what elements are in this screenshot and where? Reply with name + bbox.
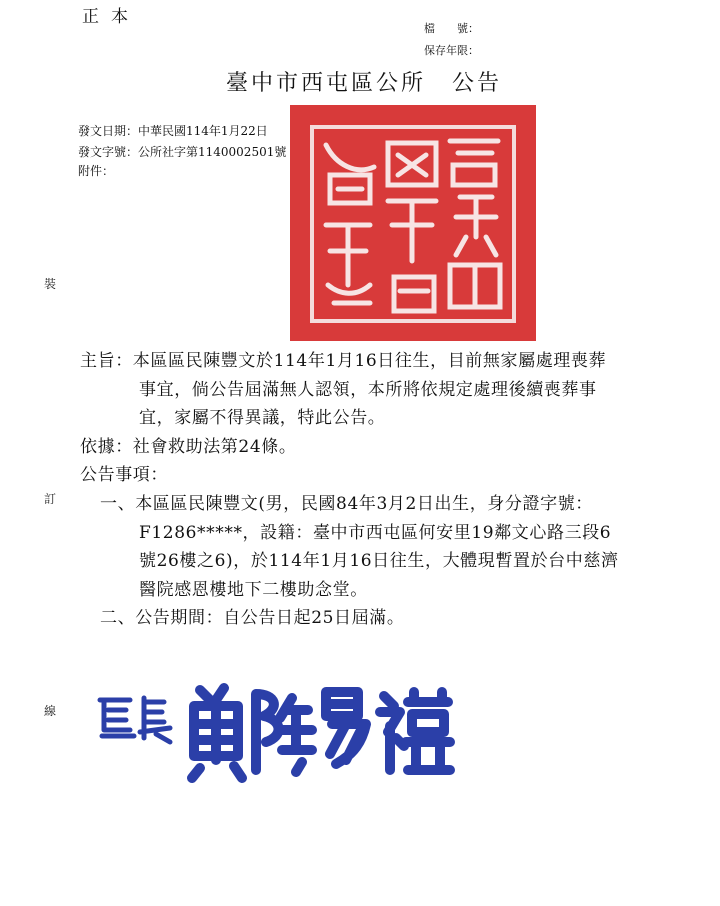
- document-title: [226, 66, 502, 97]
- legal-basis: 依據：社會救助法第24條。: [80, 437, 297, 457]
- issuing-office: 臺中市西屯區公所: [226, 71, 427, 96]
- subject-line-3: 宜，家屬不得異議，特此公告。: [139, 408, 386, 428]
- district-chief-signature: [96, 676, 466, 786]
- document-number: 發文字號：公所社字第1140002501號: [78, 145, 287, 159]
- item-1-line-4: 醫院感恩樓地下二樓助念堂。: [139, 580, 368, 600]
- item-1-line-1: 一、本區區民陳豐文(男，民國84年3月2日出生，身分證字號：: [100, 494, 593, 514]
- subject-line-2: 事宜，倘公告屆滿無人認領，本所將依規定處理後續喪葬事: [139, 380, 597, 400]
- file-number-label: 檔 號：: [424, 22, 479, 35]
- attachment-label: 附件：: [78, 164, 115, 178]
- announcement-items-heading: 公告事項：: [80, 465, 168, 485]
- original-copy-mark: 正本: [82, 7, 140, 27]
- document-type: 公告: [452, 71, 503, 96]
- item-1-line-2: F1286*****，設籍：臺中市西屯區何安里19鄰文心路三段6: [139, 523, 612, 543]
- item-1-line-3: 號26樓之6)，於114年1月16日往生，大體現暫置於台中慈濟: [139, 551, 619, 571]
- binding-mark-bottom: 線: [44, 704, 57, 718]
- subject-line-1: 主旨：本區區民陳豐文於114年1月16日往生，目前無家屬處理喪葬: [80, 351, 607, 371]
- binding-mark-middle: 訂: [44, 492, 57, 506]
- item-2-period: 二、公告期間：自公告日起25日屆滿。: [100, 608, 405, 628]
- binding-mark-top: 裝: [44, 277, 57, 291]
- official-seal: [290, 105, 536, 341]
- retention-period-label: 保存年限：: [424, 44, 479, 57]
- issue-date: 發文日期：中華民國114年1月22日: [78, 124, 268, 138]
